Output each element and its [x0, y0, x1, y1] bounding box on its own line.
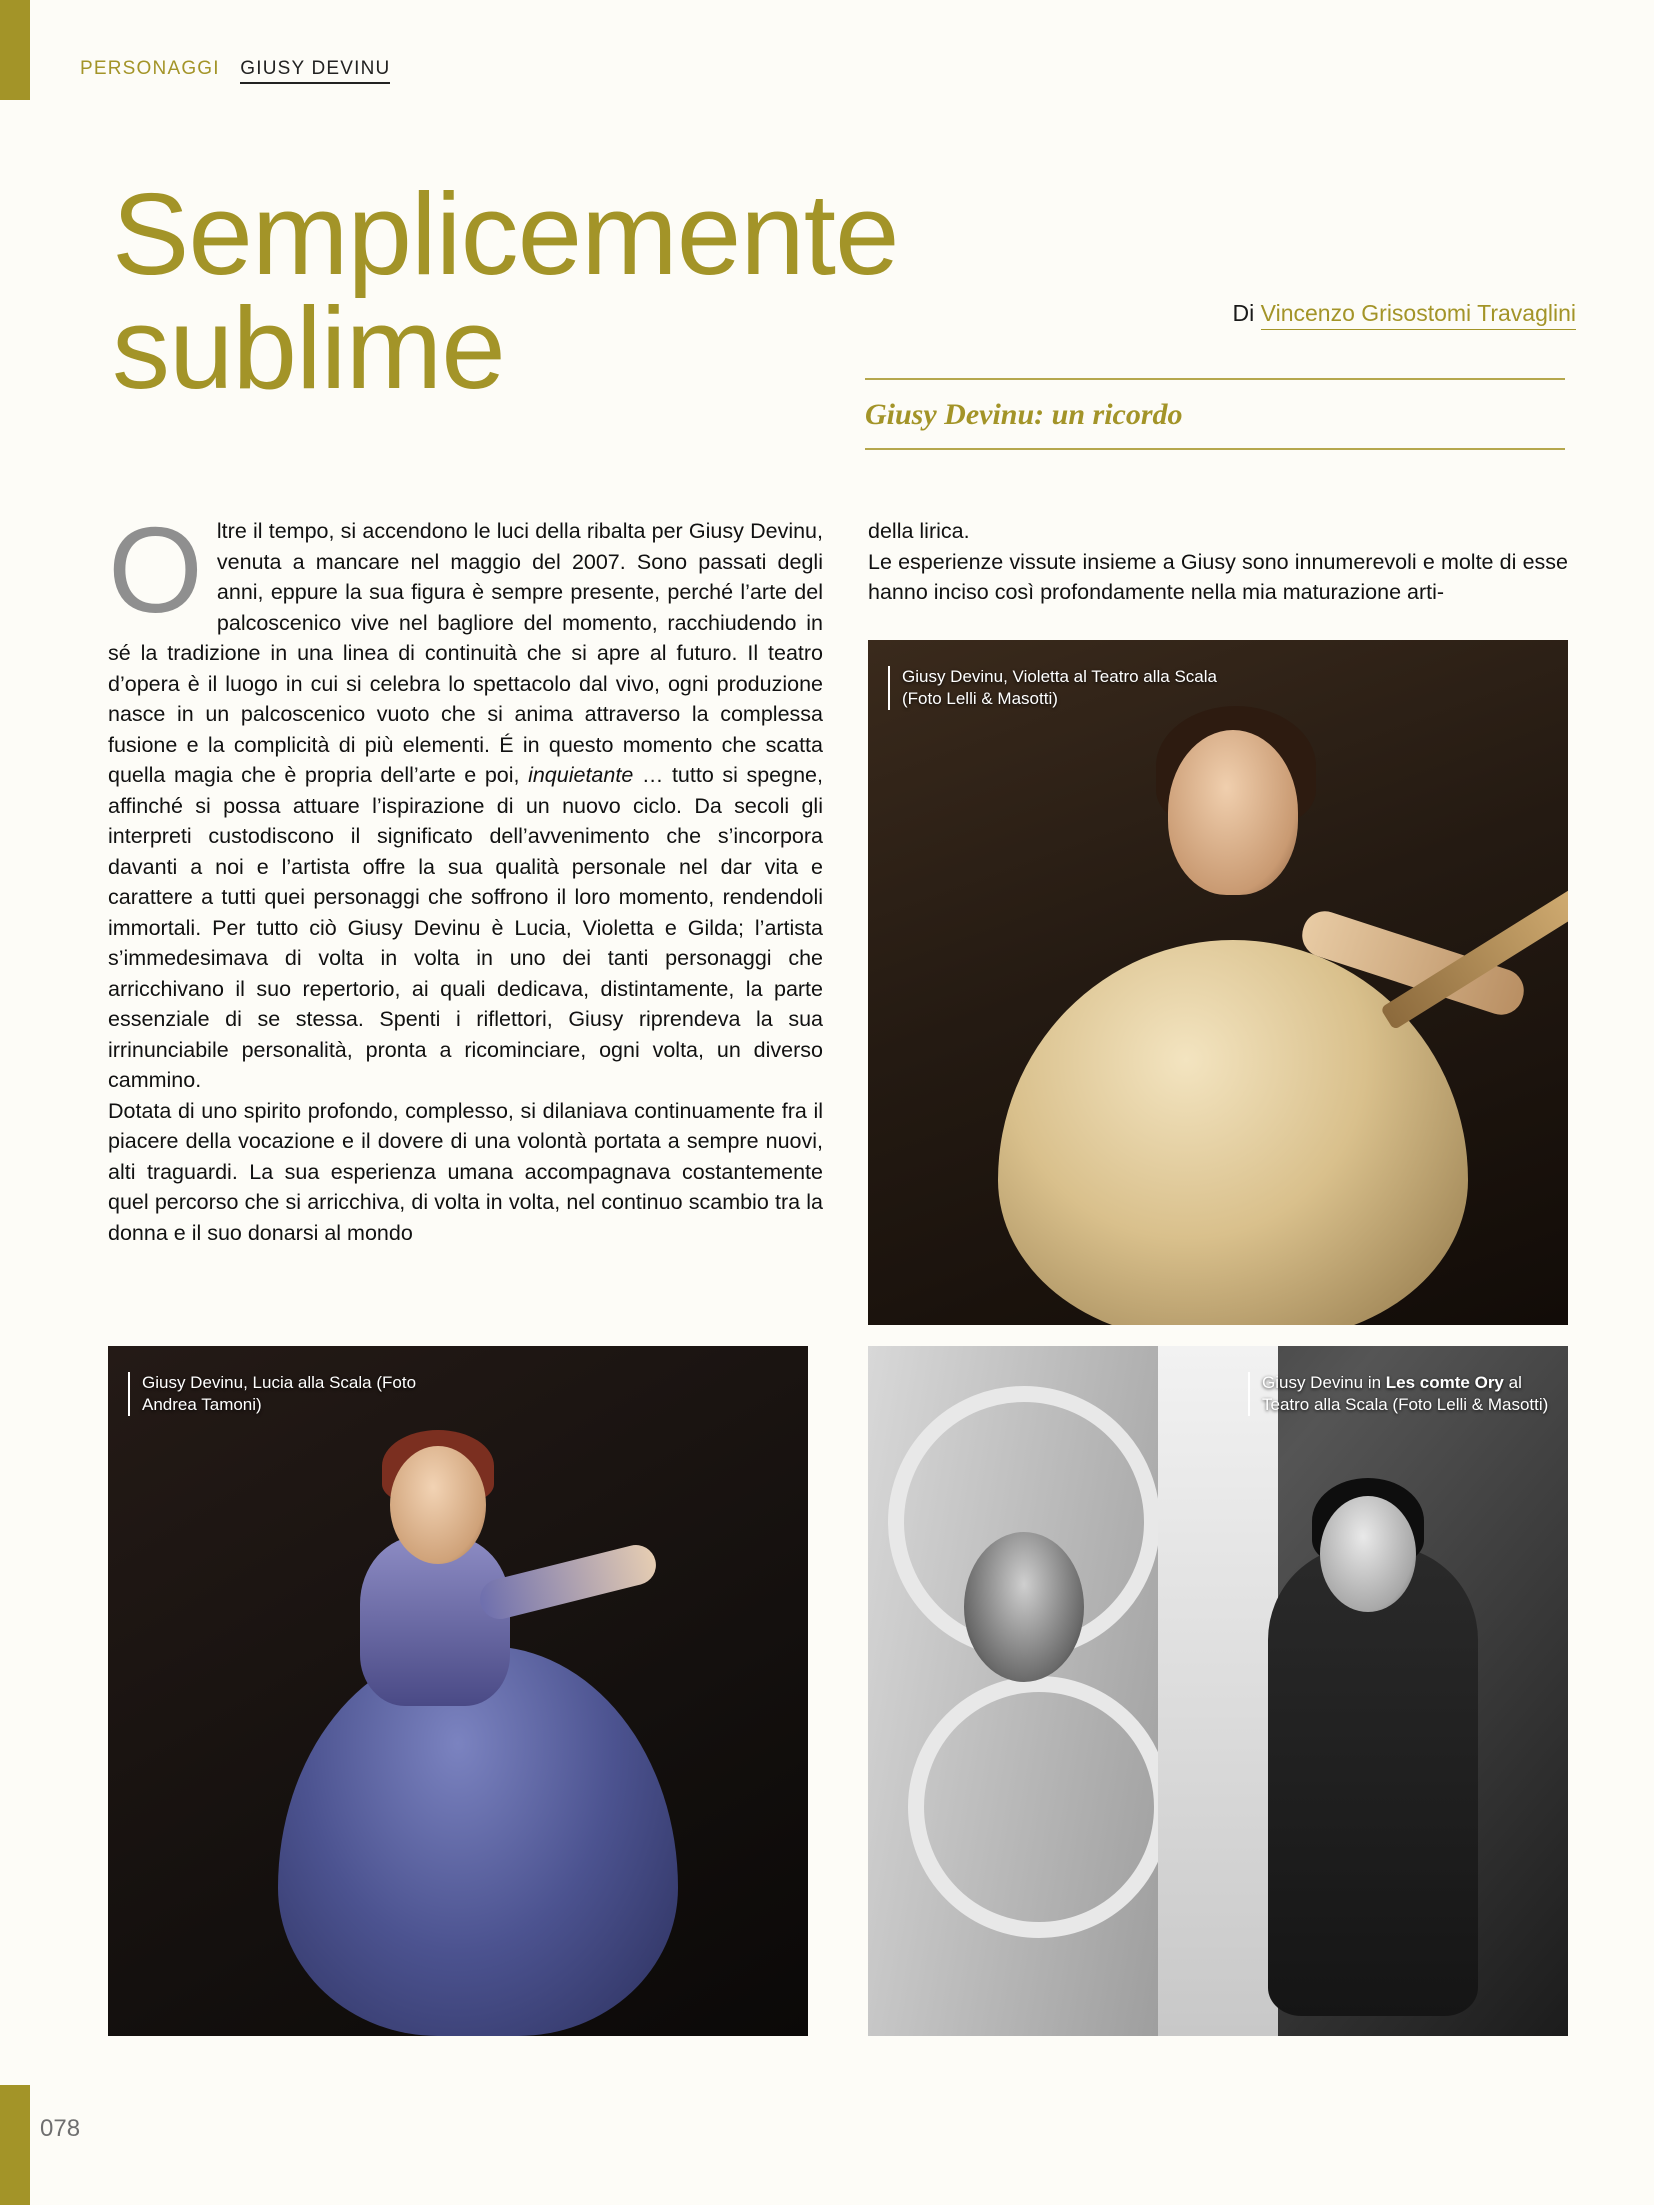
deck-text: Giusy Devinu: un ricordo: [865, 398, 1183, 431]
breadcrumb-subject: GIUSY DEVINU: [240, 58, 390, 84]
body-paragraph-4: Le esperienze vissute insieme a Giusy sono innumerevoli e molte di esse hanno inciso così profondamente nella mia maturazione arti-: [868, 549, 1568, 604]
photo-shape-dress: [278, 1646, 678, 2036]
photo-shape-arm: [476, 1541, 660, 1623]
photo-shape-panel-mid: [1158, 1346, 1278, 2036]
body-paragraph-1: [108, 502, 823, 1096]
byline-author: Vincenzo Grisostomi Travaglini: [1261, 300, 1576, 330]
body-paragraph-2: Dotata di uno spirito profondo, complesso, si dilaniava continuamente fra il piacere della vocazione e il dovere di una volontà portata a sempre nuovi, alti traguardi. La sua esperienza umana accompagnava costantemente quel percorso che si arricchiva, di volta in volta, nel continuo scambio tra la donna e il suo donarsi al mondo: [108, 1098, 823, 1245]
photo-shape-head: [1168, 730, 1298, 895]
caption-lucia: Giusy Devinu, Lucia alla Scala (Foto Andrea Tamoni): [128, 1372, 462, 1416]
caption-ory-suffix: al Teatro alla Scala (Foto Lelli & Masotti): [1262, 1373, 1549, 1414]
photo-les-comte-ory: [868, 1346, 1568, 2036]
photo-shape-arch-2: [908, 1676, 1170, 1938]
photo-lucia: [108, 1346, 808, 2036]
body-par1-b: … tutto si spegne, affinché si possa attuare l’ispirazione di un nuovo ciclo. Da secoli gli interpreti custodiscono il significato dell’avvenimento che s’incorpora davanti a noi e l’artista offre la sua qualità personale nel dar vita e carattere a tutti quei personaggi che soffrono il loro momento, rendendoli immortali. Per tutto ciò Giusy Devinu è Lucia, Violetta e Gilda; l’artista s’immedesimava di volta in volta in uno dei tanti personaggi che arricchivano il suo repertorio, ai quali dedicava, distintamente, la parte essenziale di se stessa. Spenti i riflettori, Giusy riprendeva la sua irrinunciabile personalità, pronta a ricominciare, ogni volta, un diverso cammino.: [108, 763, 823, 1092]
body-column-right: [868, 516, 1568, 608]
photo-violetta: [868, 640, 1568, 1325]
bottom-accent-bar: [0, 2085, 30, 2205]
byline: [876, 300, 1576, 327]
photo-shape-head: [1320, 1496, 1416, 1612]
breadcrumb-section: PERSONAGGI: [80, 58, 220, 79]
caption-les-comte-ory: [1248, 1372, 1562, 1416]
caption-ory-prefix: Giusy Devinu in: [1262, 1373, 1386, 1392]
deck-rule: [865, 378, 1565, 450]
drop-cap: O: [108, 502, 203, 638]
body-par1-a: ltre il tempo, si accendono le luci della ribalta per Giusy Devinu, venuta a mancare nel maggio del 2007. Sono passati degli anni, eppure la sua figura è sempre presente, perché l’arte del palcoscenico vive nel bagliore del momento, racchiudendo in sé la tradizione in una linea di continuità che si apre al futuro. Il teatro d’opera è il luogo in cui si celebra lo spettacolo dal vivo, ogni produzione nasce in un palcoscenico vuoto che si anima attraverso la complessa fusione e la complicità di più elementi. É in questo momento che scatta quella magia che è propria dell’arte e poi,: [108, 519, 823, 787]
breadcrumb: [80, 58, 390, 80]
photo-shape-figure: [1268, 1546, 1478, 2016]
body-par1-italic: inquietante: [528, 763, 634, 787]
body-column-left: [108, 502, 823, 1248]
byline-prefix: Di: [1232, 300, 1255, 326]
caption-ory-title: Les comte Ory: [1385, 1373, 1504, 1392]
photo-shape-head: [390, 1446, 486, 1564]
caption-violetta: Giusy Devinu, Violetta al Teatro alla Scala (Foto Lelli & Masotti): [888, 666, 1222, 710]
body-paragraph-3: della lirica.: [868, 519, 970, 543]
page-title: Semplicemente sublime: [112, 169, 899, 413]
top-accent-bar: [0, 0, 30, 100]
photo-shape-secondary-figure: [964, 1532, 1084, 1682]
page-number: 078: [40, 2115, 81, 2142]
